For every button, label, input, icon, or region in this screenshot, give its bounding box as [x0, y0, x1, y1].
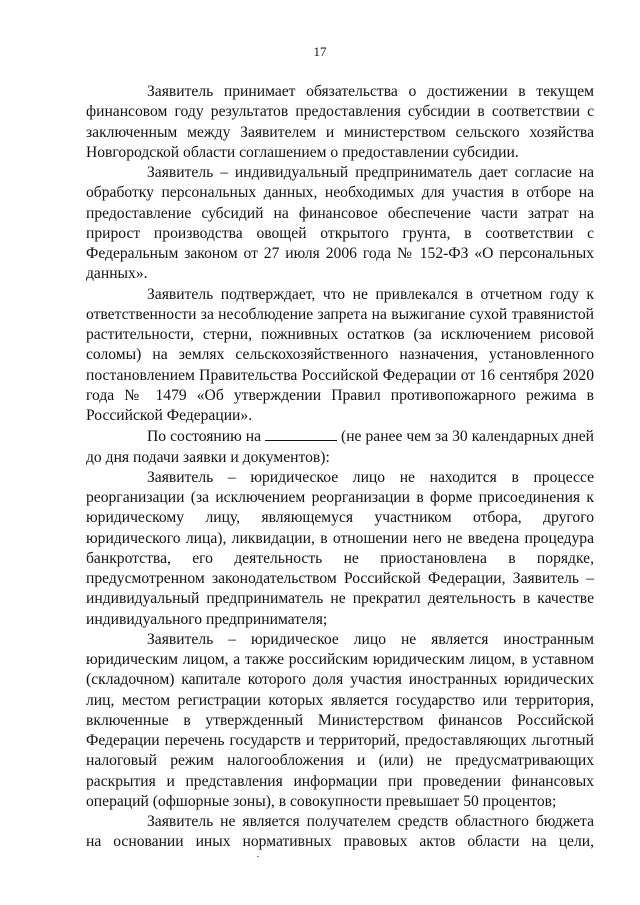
date-blank-line [265, 426, 337, 441]
paragraph-status-date [86, 426, 594, 468]
status-date-prefix: По состоянию на [147, 428, 265, 446]
paragraph-not-foreign-entity: Заявитель – юридическое лицо не является иностранным юридическим лицом, а также российским юридическим лицом, в уставном (складочном) капитале которого доля участия иностранных юридических лиц, местом регистрации которых является государство или территория, включенные в утвержденный Министерством финансов Российской Федерации перечень государств и территорий, предоставляющих льготный налоговый режим налогообложения и (или) не предусматривающих раскрытия и представления информации при проведении финансовых операций (офшорные зоны), в совокупности превышает 50 процентов; [86, 630, 594, 810]
paragraph-personal-data-consent: Заявитель – индивидуальный предприниматель дает согласие на обработку персональных данных, необходимых для участия в отборе на предоставление субсидий на финансовое обеспечение части затрат на прирост производства овощей открытого грунта, в соответствии с Федеральным законом от 27 июля 2006 года № 152-ФЗ «О персональных данных». [86, 164, 594, 283]
paragraph-no-reorganization: Заявитель – юридическое лицо не находится в процессе реорганизации (за исключением реорганизации в форме присоединения к юридическому лицу, являющемуся участником отбора, другого юридического лица), ликвидации, в отношении него не введена процедура банкротства, его деятельность не приостановлена в порядке, предусмотренном законодательством Российской Федерации, Заявитель – индивидуальный предприниматель не прекратил деятельность в качестве индивидуального предпринимателя; [86, 468, 594, 628]
document-body [86, 82, 594, 853]
paragraph-fire-regime-confirmation: Заявитель подтверждает, что не привлекался в отчетном году к ответственности за несоблюдение запрета на выжигание сухой травянистой растительности, стерни, пожнивных остатков (за исключением рисовой соломы) на землях сельскохозяйственного назначения, установленного постановлением Правительства Российской Федерации от 16 сентября 2020 года № 1479 «Об утверждении Правил противопожарного режима в Российской Федерации». [86, 285, 594, 424]
scan-dot-mark [257, 856, 259, 857]
status-date-suffix: (не ранее чем за 30 календарных дней до дня подачи заявки и документов): [86, 428, 594, 466]
paragraph-obligations: Заявитель принимает обязательства о достижении в текущем финансовом году результатов предоставления субсидии в соответствии с заключенным между Заявителем и министерством сельского хозяйства Новгородской области соглашением о предоставлении субсидии. [86, 83, 594, 161]
paragraph-not-budget-recipient: Заявитель не является получателем средств областного бюджета на основании иных нормативных правовых актов области на цели, [86, 813, 594, 851]
page-number: 17 [313, 44, 327, 59]
